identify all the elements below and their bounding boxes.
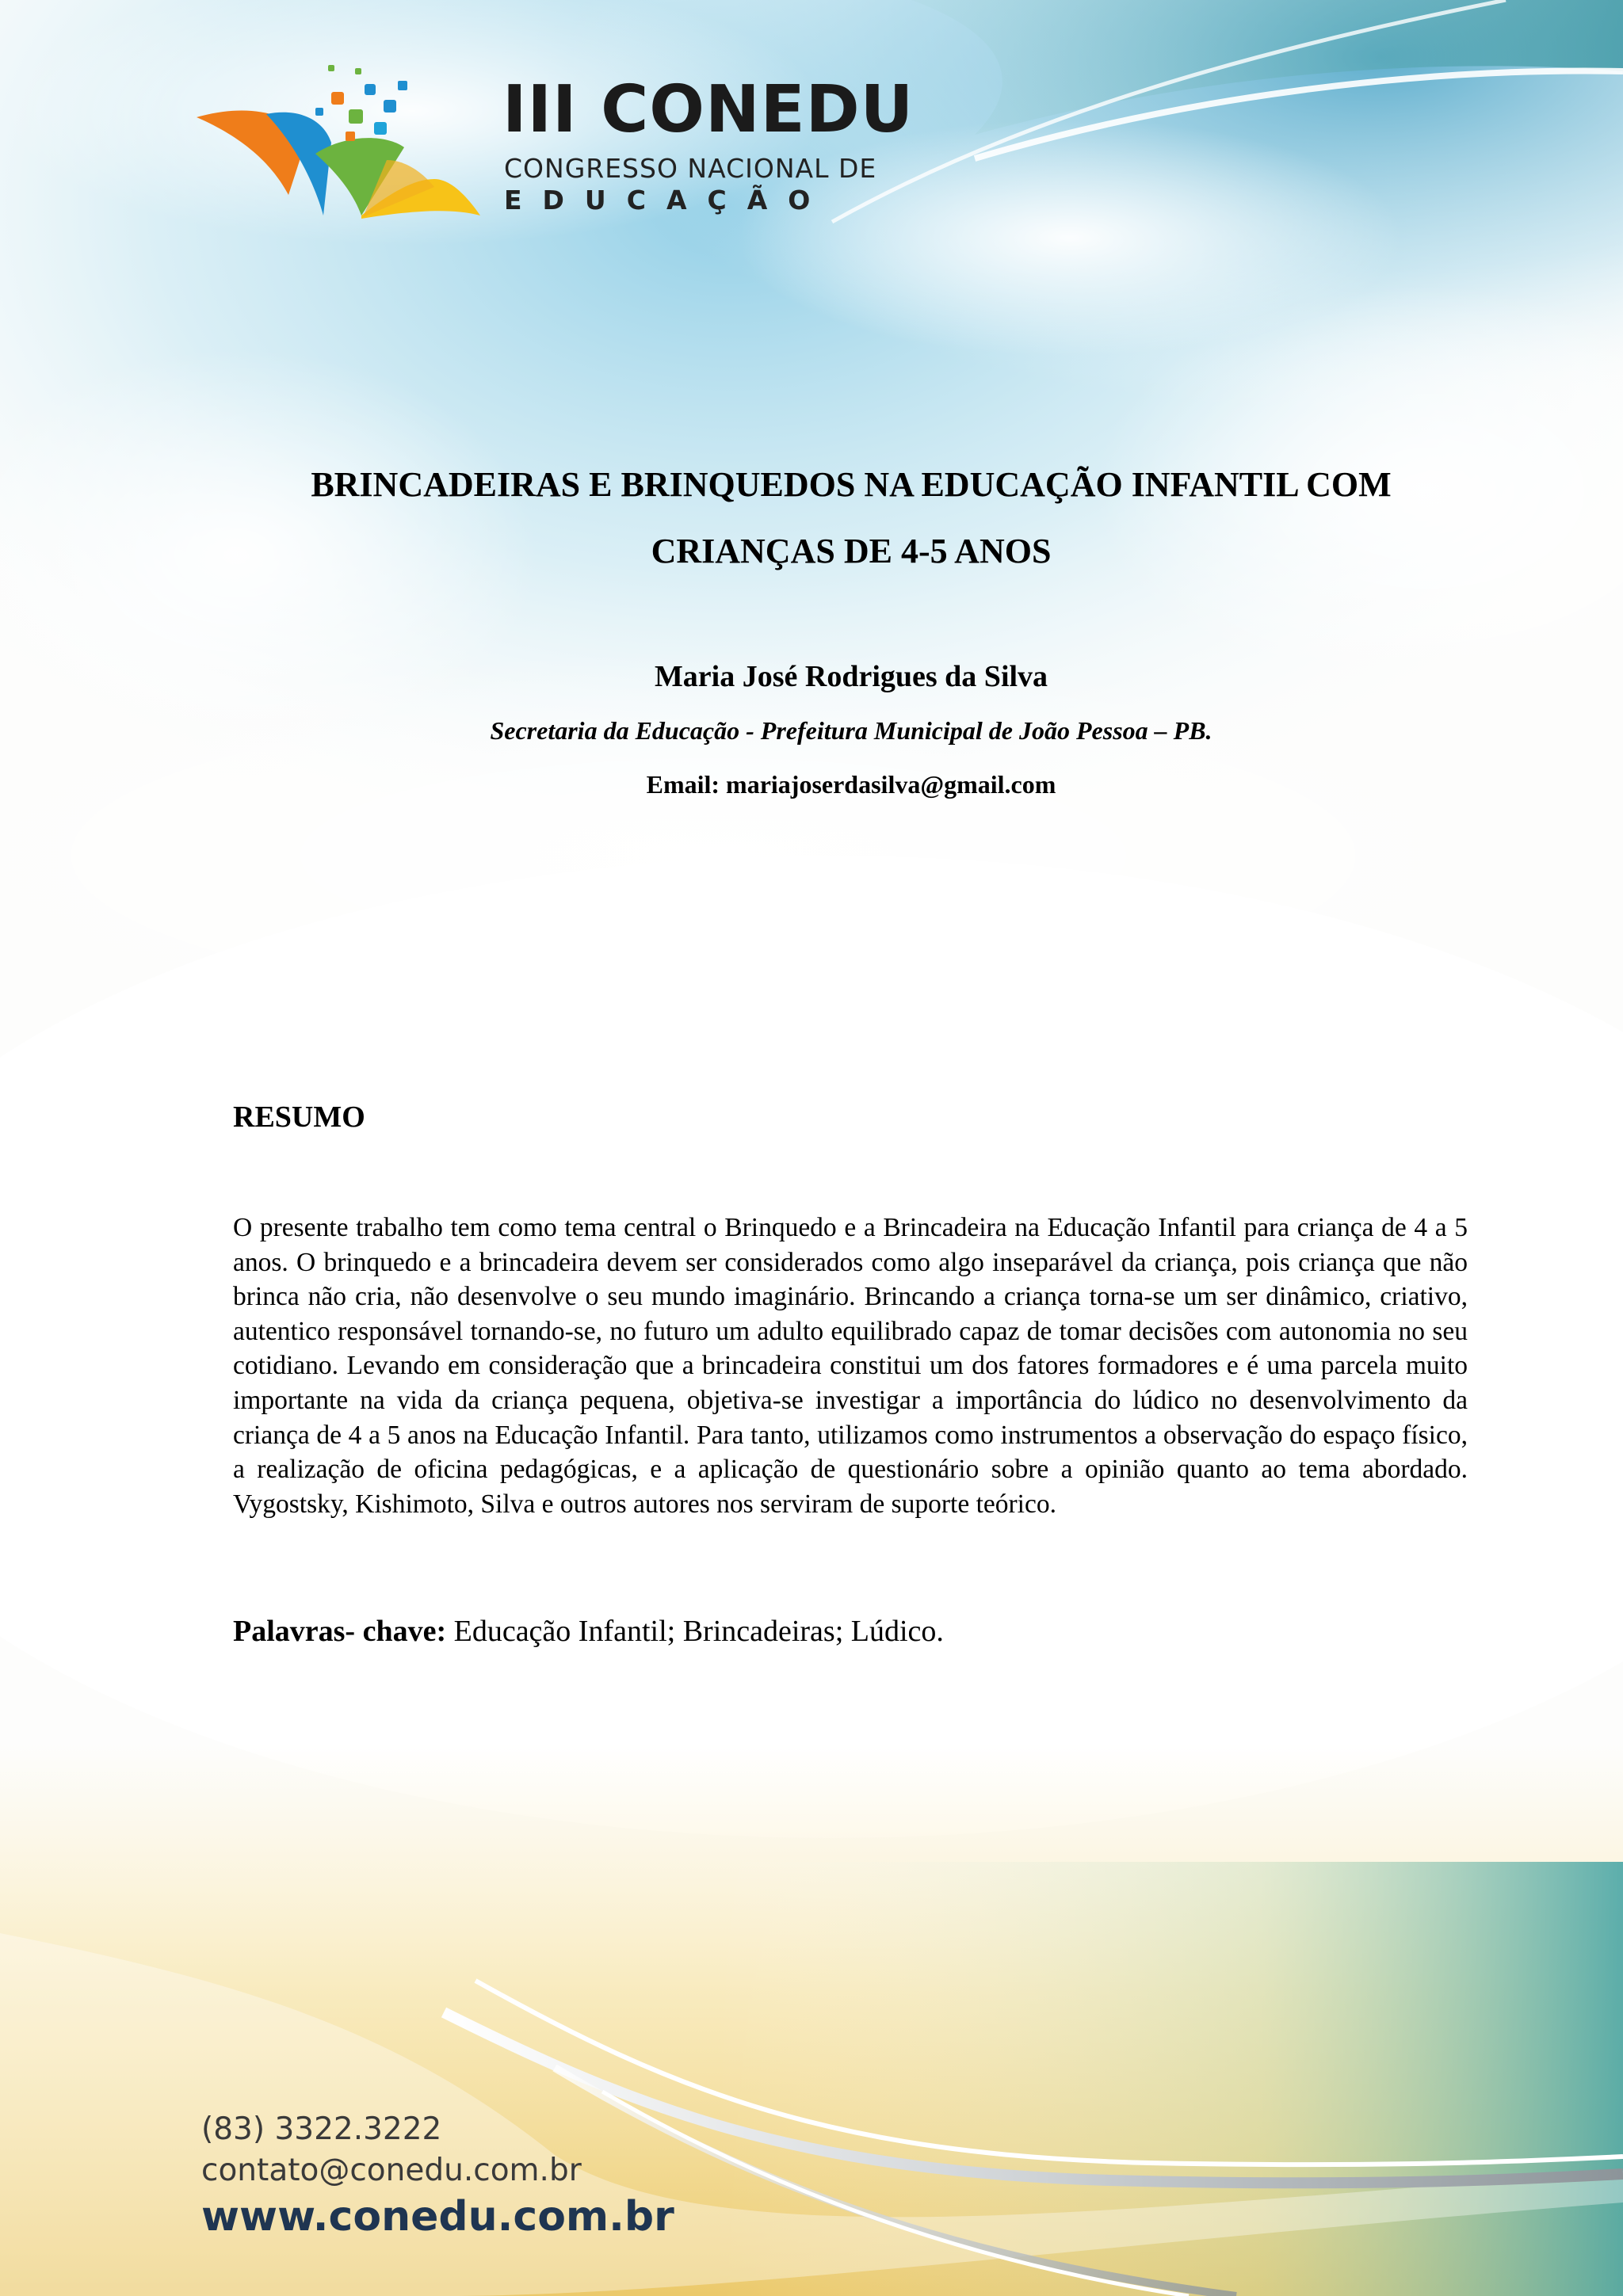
paper-title: BRINCADEIRAS E BRINQUEDOS NA EDUCAÇÃO INFANTIL COM CRIANÇAS DE 4-5 ANOS bbox=[311, 465, 1392, 570]
open-book-icon bbox=[197, 60, 490, 227]
logo-title: III CONEDU bbox=[502, 72, 915, 147]
footer-phone: (83) 3322.3222 bbox=[201, 2111, 442, 2147]
conedu-logo bbox=[197, 60, 915, 227]
keywords-list: Educação Infantil; Brincadeiras; Lúdico. bbox=[453, 1615, 944, 1648]
footer-website: www.conedu.com.br bbox=[201, 2193, 674, 2241]
logo-subtitle-line1: CONGRESSO NACIONAL DE bbox=[504, 153, 877, 184]
author-affiliation: Secretaria da Educação - Prefeitura Municipal de João Pessoa – PB. bbox=[490, 716, 1212, 745]
abstract-heading: RESUMO bbox=[233, 1100, 365, 1134]
keywords bbox=[233, 1610, 1468, 1653]
logo-subtitle-line2: EDUCAÇÃO bbox=[504, 185, 831, 215]
abstract-text: O presente trabalho tem como tema central o Brinquedo e a Brincadeira na Educação Infantil para criança de 4 a 5 anos. O brinquedo e a brincadeira devem ser considerados como algo inseparável da criança, pois criança que não brinca não cria, não desenvolve o seu mundo imaginário. Brincando a criança torna-se um ser dinâmico, criativo, autentico responsável tornando-se, no futuro um adulto equilibrado capaz de tomar decisões com autonomia no seu cotidiano. Levando em consideração que a brincadeira constitui um dos fatores formadores e é uma parcela muito importante na vida da criança pequena, objetiva-se investigar a importância do lúdico no desenvolvimento da criança de 4 a 5 anos na Educação Infantil. Para tanto, utilizamos como instrumentos a observação do espaço físico, a realização de oficina pedagógicas, e a aplicação de questionário sobre a opinião quanto ao tema abordado. Vygostsky, Kishimoto, Silva e outros autores nos serviram de suporte teórico. bbox=[233, 1213, 1468, 1519]
author-name: Maria José Rodrigues da Silva bbox=[654, 660, 1048, 693]
keywords-label: Palavras- chave: bbox=[233, 1615, 454, 1648]
footer-email: contato@conedu.com.br bbox=[201, 2153, 582, 2188]
author-email: Email: mariajoserdasilva@gmail.com bbox=[646, 770, 1056, 799]
